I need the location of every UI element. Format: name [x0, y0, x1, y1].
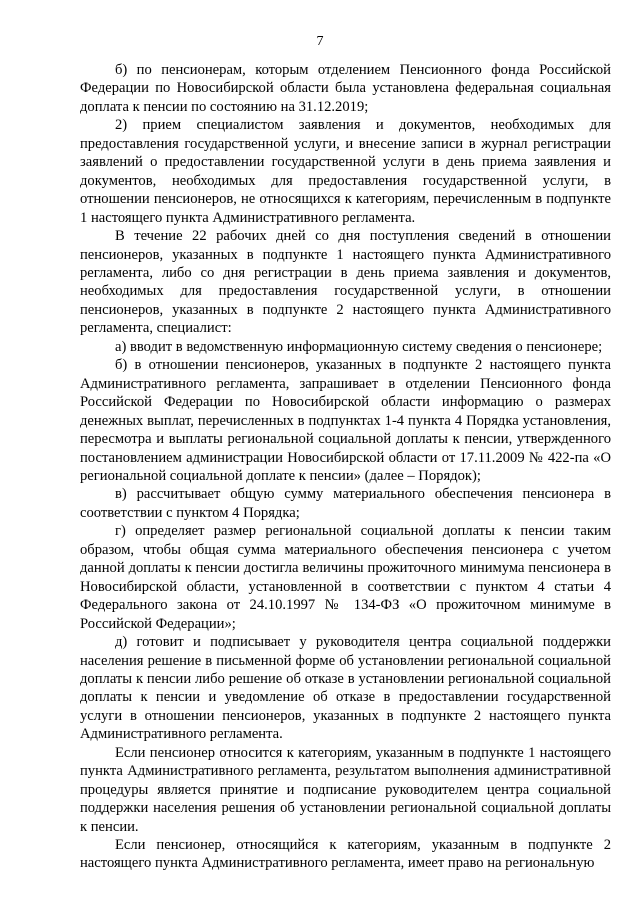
paragraph-subitem-g: г) определяет размер региональной социальной доплаты к пенсии таким образом, чтобы общая сумма материального обеспечения пенсионера с учетом данной доплаты к пенсии достигла величины прожиточного минимума пенсионера в Новосибирской области, установленной в соответствии с пунктом 4 статьи 4 Федерального закона от 24.10.1997 № 134-ФЗ «О прожиточном минимуме в Российской Федерации»;	[80, 523, 611, 632]
paragraph-subitem-b-pensioners: б) по пенсионерам, которым отделением Пенсионного фонда Российской Федерации по Новосибирской области была установлена федеральная социальная доплата к пенсии по состоянию на 31.12.2019;	[80, 62, 611, 115]
document-body	[80, 61, 611, 873]
paragraph-22-working-days: В течение 22 рабочих дней со дня поступления сведений в отношении пенсионеров, указанных в подпункте 1 настоящего пункта Административного регламента, либо со дня регистрации в день приема заявления и документов, необходимых для предоставления государственной услуги, в отношении пенсионеров, указанных в подпункте 2 настоящего пункта Административного регламента, специалист:	[80, 228, 611, 337]
paragraph-category-2-right: Если пенсионер, относящийся к категориям, указанным в подпункте 2 настоящего пункта Административного регламента, имеет право на региональную	[80, 837, 611, 872]
paragraph-subitem-v: в) рассчитывает общую сумму материального обеспечения пенсионера в соответствии с пунктом 4 Порядка;	[80, 486, 611, 521]
paragraph-result-category-1: Если пенсионер относится к категориям, указанным в подпункте 1 настоящего пункта Административного регламента, результатом выполнения административной процедуры является принятие и подписание руководителем центра социальной поддержки населения решения об установлении региональной социальной доплаты к пенсии.	[80, 744, 611, 835]
paragraph-subitem-b-request: б) в отношении пенсионеров, указанных в подпункте 2 настоящего пункта Административного регламента, запрашивает в отделении Пенсионного фонда Российской Федерации по Новосибирской области информацию о размерах денежных выплат, перечисленных в подпунктах 1-4 пункта 4 Порядка установления, пересмотра и выплаты региональной социальной доплаты к пенсии, утвержденного постановлением администрации Новосибирской области от 17.11.2009 № 422-па «О региональной социальной доплате к пенсии» (далее – Порядок);	[80, 357, 611, 484]
page-number: 7	[316, 34, 324, 49]
paragraph-subitem-d: д) готовит и подписывает у руководителя центра социальной поддержки населения решение в письменной форме об установлении региональной социальной доплаты к пенсии либо решение об отказе в установлении региональной социальной доплаты к пенсии и уведомление об отказе в предоставлении государственной услуги в отношении пенсионеров, указанных в подпункте 2 настоящего пункта Административного регламента.	[80, 634, 611, 743]
paragraph-subitem-a: а) вводит в ведомственную информационную систему сведения о пенсионере;	[115, 338, 603, 355]
paragraph-item-2-application: 2) прием специалистом заявления и документов, необходимых для предоставления государственной услуги, и внесение записи в журнал регистрации заявлений о предоставлении государственной услуги в день приема заявления и документов, необходимых для предоставления государственной услуги, в отношении пенсионеров, не относящихся к категориям, перечисленным в подпункте 1 настоящего пункта Административного регламента.	[80, 117, 611, 226]
